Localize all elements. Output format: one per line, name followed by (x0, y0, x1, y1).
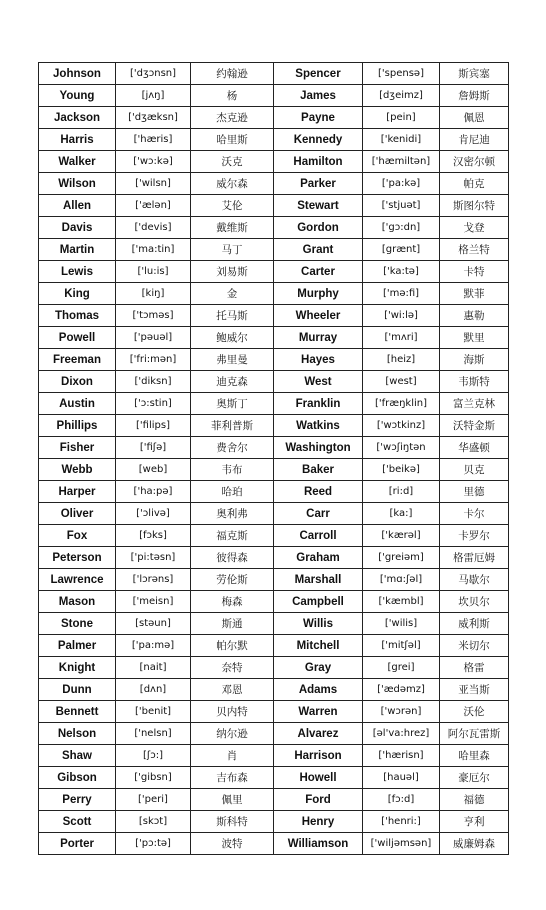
chinese-name-cell: 肖 (191, 745, 274, 767)
table-row (39, 723, 509, 745)
chinese-name-cell: 里德 (440, 481, 509, 503)
chinese-name-cell: 迪克森 (191, 371, 274, 393)
surname-cell: Mitchell (274, 635, 363, 657)
surname-cell: Austin (39, 393, 116, 415)
surname-cell: Martin (39, 239, 116, 261)
table-row (39, 767, 509, 789)
pronunciation-cell: ['nelsn] (116, 723, 191, 745)
surname-cell: Harris (39, 129, 116, 151)
chinese-name-cell: 斯科特 (191, 811, 274, 833)
pronunciation-cell: ['henri:] (363, 811, 440, 833)
pronunciation-cell: [hauəl] (363, 767, 440, 789)
surname-cell: Shaw (39, 745, 116, 767)
chinese-name-cell: 帕克 (440, 173, 509, 195)
surname-cell: Allen (39, 195, 116, 217)
table-row (39, 459, 509, 481)
surname-cell: Ford (274, 789, 363, 811)
pronunciation-cell: ['wilsn] (116, 173, 191, 195)
table-row (39, 63, 509, 85)
chinese-name-cell: 韦斯特 (440, 371, 509, 393)
surname-table (38, 62, 509, 855)
table-row (39, 393, 509, 415)
chinese-name-cell: 哈珀 (191, 481, 274, 503)
surname-cell: Thomas (39, 305, 116, 327)
table-row (39, 327, 509, 349)
surname-cell: Fisher (39, 437, 116, 459)
pronunciation-cell: ['ha:pə] (116, 481, 191, 503)
table-row (39, 217, 509, 239)
surname-cell: Carter (274, 261, 363, 283)
chinese-name-cell: 坎贝尔 (440, 591, 509, 613)
chinese-name-cell: 肯尼迪 (440, 129, 509, 151)
pronunciation-cell: ['dʒæksn] (116, 107, 191, 129)
chinese-name-cell: 卡特 (440, 261, 509, 283)
chinese-name-cell: 哈里森 (440, 745, 509, 767)
chinese-name-cell: 沃伦 (440, 701, 509, 723)
pronunciation-cell: ['ædəmz] (363, 679, 440, 701)
pronunciation-cell: ['mɑ:ʃəl] (363, 569, 440, 591)
pronunciation-cell: ['wɔʃiŋtən (363, 437, 440, 459)
surname-cell: Henry (274, 811, 363, 833)
surname-cell: King (39, 283, 116, 305)
table-row (39, 503, 509, 525)
pronunciation-cell: ['hærisn] (363, 745, 440, 767)
surname-cell: Alvarez (274, 723, 363, 745)
table-row (39, 679, 509, 701)
pronunciation-cell: ['wiljəmsən] (363, 833, 440, 855)
surname-cell: Carroll (274, 525, 363, 547)
surname-cell: Grant (274, 239, 363, 261)
pronunciation-cell: [dʒeimz] (363, 85, 440, 107)
pronunciation-cell: ['ælən] (116, 195, 191, 217)
pronunciation-cell: ['spensə] (363, 63, 440, 85)
surname-cell: Young (39, 85, 116, 107)
table-row (39, 415, 509, 437)
pronunciation-cell: ['ma:tin] (116, 239, 191, 261)
chinese-name-cell: 沃克 (191, 151, 274, 173)
chinese-name-cell: 默里 (440, 327, 509, 349)
table-row (39, 547, 509, 569)
chinese-name-cell: 韦布 (191, 459, 274, 481)
chinese-name-cell: 豪厄尔 (440, 767, 509, 789)
chinese-name-cell: 约翰逊 (191, 63, 274, 85)
table-row (39, 151, 509, 173)
chinese-name-cell: 马歇尔 (440, 569, 509, 591)
pronunciation-cell: ['filips] (116, 415, 191, 437)
pronunciation-cell: ['pɔ:tə] (116, 833, 191, 855)
table-row (39, 811, 509, 833)
pronunciation-cell: ['wɔtkinz] (363, 415, 440, 437)
chinese-name-cell: 刘易斯 (191, 261, 274, 283)
surname-cell: Hamilton (274, 151, 363, 173)
chinese-name-cell: 菲利普斯 (191, 415, 274, 437)
chinese-name-cell: 亚当斯 (440, 679, 509, 701)
pronunciation-cell: ['kæmbl] (363, 591, 440, 613)
surname-cell: Murphy (274, 283, 363, 305)
surname-cell: Peterson (39, 547, 116, 569)
pronunciation-cell: ['greiəm] (363, 547, 440, 569)
chinese-name-cell: 贝内特 (191, 701, 274, 723)
chinese-name-cell: 威尔森 (191, 173, 274, 195)
pronunciation-cell: ['devis] (116, 217, 191, 239)
table-row (39, 657, 509, 679)
pronunciation-cell: ['gibsn] (116, 767, 191, 789)
surname-cell: Nelson (39, 723, 116, 745)
surname-cell: Reed (274, 481, 363, 503)
pronunciation-cell: ['mʌri] (363, 327, 440, 349)
chinese-name-cell: 纳尔逊 (191, 723, 274, 745)
table-row (39, 635, 509, 657)
surname-cell: Hayes (274, 349, 363, 371)
surname-cell: Gordon (274, 217, 363, 239)
pronunciation-cell: [pein] (363, 107, 440, 129)
chinese-name-cell: 汉密尔顿 (440, 151, 509, 173)
surname-cell: Oliver (39, 503, 116, 525)
pronunciation-cell: ['wɔrən] (363, 701, 440, 723)
surname-cell: Phillips (39, 415, 116, 437)
pronunciation-cell: ['stjuət] (363, 195, 440, 217)
pronunciation-cell: [stəun] (116, 613, 191, 635)
table-row (39, 613, 509, 635)
table-row (39, 701, 509, 723)
table-row (39, 525, 509, 547)
surname-cell: Willis (274, 613, 363, 635)
surname-cell: Palmer (39, 635, 116, 657)
table-row (39, 833, 509, 855)
surname-cell: Webb (39, 459, 116, 481)
table-row (39, 569, 509, 591)
chinese-name-cell: 佩里 (191, 789, 274, 811)
chinese-name-cell: 奥斯丁 (191, 393, 274, 415)
pronunciation-cell: ['gɔ:dn] (363, 217, 440, 239)
pronunciation-cell: [fɔ:d] (363, 789, 440, 811)
table-body (39, 63, 509, 855)
table-row (39, 591, 509, 613)
chinese-name-cell: 帕尔默 (191, 635, 274, 657)
surname-cell: Franklin (274, 393, 363, 415)
chinese-name-cell: 戴维斯 (191, 217, 274, 239)
table-row (39, 107, 509, 129)
table-row (39, 481, 509, 503)
surname-cell: Johnson (39, 63, 116, 85)
pronunciation-cell: ['wɔ:kə] (116, 151, 191, 173)
pronunciation-cell: [fɔks] (116, 525, 191, 547)
surname-cell: James (274, 85, 363, 107)
pronunciation-cell: [west] (363, 371, 440, 393)
pronunciation-cell: [kiŋ] (116, 283, 191, 305)
chinese-name-cell: 威利斯 (440, 613, 509, 635)
pronunciation-cell: ['pəuəl] (116, 327, 191, 349)
table-row (39, 85, 509, 107)
pronunciation-cell: ['pi:təsn] (116, 547, 191, 569)
chinese-name-cell: 富兰克林 (440, 393, 509, 415)
pronunciation-cell: ['kærəl] (363, 525, 440, 547)
surname-cell: Davis (39, 217, 116, 239)
surname-cell: Stone (39, 613, 116, 635)
chinese-name-cell: 默菲 (440, 283, 509, 305)
surname-cell: Fox (39, 525, 116, 547)
surname-cell: Bennett (39, 701, 116, 723)
table-row (39, 305, 509, 327)
chinese-name-cell: 邓恩 (191, 679, 274, 701)
pronunciation-cell: ['ka:tə] (363, 261, 440, 283)
surname-cell: Mason (39, 591, 116, 613)
chinese-name-cell: 奥利弗 (191, 503, 274, 525)
surname-cell: Marshall (274, 569, 363, 591)
pronunciation-cell: ['ɔlivə] (116, 503, 191, 525)
pronunciation-cell: ['lɔrəns] (116, 569, 191, 591)
pronunciation-cell: [ka:] (363, 503, 440, 525)
chinese-name-cell: 格兰特 (440, 239, 509, 261)
table-row (39, 283, 509, 305)
table-row (39, 349, 509, 371)
pronunciation-cell: ['hæmiltən] (363, 151, 440, 173)
pronunciation-cell: ['pa:mə] (116, 635, 191, 657)
table-row (39, 239, 509, 261)
surname-cell: Scott (39, 811, 116, 833)
table-row (39, 195, 509, 217)
chinese-name-cell: 卡尔 (440, 503, 509, 525)
surname-cell: Dunn (39, 679, 116, 701)
surname-cell: Lewis (39, 261, 116, 283)
chinese-name-cell: 金 (191, 283, 274, 305)
pronunciation-cell: [dʌn] (116, 679, 191, 701)
surname-cell: Baker (274, 459, 363, 481)
surname-cell: Williamson (274, 833, 363, 855)
chinese-name-cell: 格雷厄姆 (440, 547, 509, 569)
surname-cell: Howell (274, 767, 363, 789)
chinese-name-cell: 福德 (440, 789, 509, 811)
pronunciation-cell: [grænt] (363, 239, 440, 261)
chinese-name-cell: 贝克 (440, 459, 509, 481)
pronunciation-cell: [skɔt] (116, 811, 191, 833)
pronunciation-cell: [jʌŋ] (116, 85, 191, 107)
surname-cell: Freeman (39, 349, 116, 371)
chinese-name-cell: 鲍威尔 (191, 327, 274, 349)
pronunciation-cell: ['ɔ:stin] (116, 393, 191, 415)
table-row (39, 261, 509, 283)
table-row (39, 437, 509, 459)
chinese-name-cell: 斯宾塞 (440, 63, 509, 85)
chinese-name-cell: 杨 (191, 85, 274, 107)
surname-cell: Adams (274, 679, 363, 701)
pronunciation-cell: [nait] (116, 657, 191, 679)
surname-cell: Jackson (39, 107, 116, 129)
chinese-name-cell: 卡罗尔 (440, 525, 509, 547)
surname-cell: Harrison (274, 745, 363, 767)
table-row (39, 371, 509, 393)
pronunciation-cell: [əl'va:hrez] (363, 723, 440, 745)
chinese-name-cell: 斯通 (191, 613, 274, 635)
chinese-name-cell: 奈特 (191, 657, 274, 679)
table-row (39, 129, 509, 151)
chinese-name-cell: 华盛顿 (440, 437, 509, 459)
pronunciation-cell: ['peri] (116, 789, 191, 811)
chinese-name-cell: 沃特金斯 (440, 415, 509, 437)
pronunciation-cell: ['fri:mən] (116, 349, 191, 371)
pronunciation-cell: ['wi:lə] (363, 305, 440, 327)
chinese-name-cell: 彼得森 (191, 547, 274, 569)
pronunciation-cell: ['hæris] (116, 129, 191, 151)
chinese-name-cell: 马丁 (191, 239, 274, 261)
chinese-name-cell: 弗里曼 (191, 349, 274, 371)
chinese-name-cell: 托马斯 (191, 305, 274, 327)
surname-cell: Watkins (274, 415, 363, 437)
pronunciation-cell: ['pa:kə] (363, 173, 440, 195)
chinese-name-cell: 亨利 (440, 811, 509, 833)
chinese-name-cell: 杰克逊 (191, 107, 274, 129)
surname-cell: Warren (274, 701, 363, 723)
chinese-name-cell: 海斯 (440, 349, 509, 371)
pronunciation-cell: ['wilis] (363, 613, 440, 635)
surname-cell: Walker (39, 151, 116, 173)
surname-cell: Gray (274, 657, 363, 679)
pronunciation-cell: ['mə:fi] (363, 283, 440, 305)
chinese-name-cell: 惠勒 (440, 305, 509, 327)
surname-cell: Powell (39, 327, 116, 349)
table-row (39, 173, 509, 195)
pronunciation-cell: ['fiʃə] (116, 437, 191, 459)
pronunciation-cell: [web] (116, 459, 191, 481)
pronunciation-cell: ['kenidi] (363, 129, 440, 151)
surname-cell: Washington (274, 437, 363, 459)
chinese-name-cell: 詹姆斯 (440, 85, 509, 107)
pronunciation-cell: ['meisn] (116, 591, 191, 613)
surname-cell: Graham (274, 547, 363, 569)
chinese-name-cell: 哈里斯 (191, 129, 274, 151)
chinese-name-cell: 斯图尔特 (440, 195, 509, 217)
pronunciation-cell: ['tɔməs] (116, 305, 191, 327)
pronunciation-cell: ['mitʃəl] (363, 635, 440, 657)
chinese-name-cell: 戈登 (440, 217, 509, 239)
pronunciation-cell: ['lu:is] (116, 261, 191, 283)
pronunciation-cell: [grei] (363, 657, 440, 679)
pronunciation-cell: ['fræŋklin] (363, 393, 440, 415)
pronunciation-cell: [ri:d] (363, 481, 440, 503)
surname-cell: Wheeler (274, 305, 363, 327)
surname-cell: Harper (39, 481, 116, 503)
surname-cell: Payne (274, 107, 363, 129)
pronunciation-cell: ['beikə] (363, 459, 440, 481)
table-row (39, 789, 509, 811)
chinese-name-cell: 费舍尔 (191, 437, 274, 459)
pronunciation-cell: [ʃɔ:] (116, 745, 191, 767)
chinese-name-cell: 阿尔瓦雷斯 (440, 723, 509, 745)
chinese-name-cell: 福克斯 (191, 525, 274, 547)
chinese-name-cell: 劳伦斯 (191, 569, 274, 591)
chinese-name-cell: 艾伦 (191, 195, 274, 217)
chinese-name-cell: 米切尔 (440, 635, 509, 657)
table-row (39, 745, 509, 767)
surname-cell: Porter (39, 833, 116, 855)
pronunciation-cell: ['diksn] (116, 371, 191, 393)
surname-cell: Campbell (274, 591, 363, 613)
chinese-name-cell: 格雷 (440, 657, 509, 679)
surname-cell: Knight (39, 657, 116, 679)
surname-cell: Spencer (274, 63, 363, 85)
surname-cell: Carr (274, 503, 363, 525)
surname-cell: Wilson (39, 173, 116, 195)
surname-cell: Lawrence (39, 569, 116, 591)
chinese-name-cell: 波特 (191, 833, 274, 855)
surname-cell: Perry (39, 789, 116, 811)
surname-cell: Kennedy (274, 129, 363, 151)
surname-cell: Parker (274, 173, 363, 195)
chinese-name-cell: 威廉姆森 (440, 833, 509, 855)
surname-cell: Gibson (39, 767, 116, 789)
chinese-name-cell: 梅森 (191, 591, 274, 613)
surname-cell: Murray (274, 327, 363, 349)
pronunciation-cell: [heiz] (363, 349, 440, 371)
pronunciation-cell: ['dʒɔnsn] (116, 63, 191, 85)
pronunciation-cell: ['benit] (116, 701, 191, 723)
chinese-name-cell: 吉布森 (191, 767, 274, 789)
surname-cell: Stewart (274, 195, 363, 217)
surname-cell: Dixon (39, 371, 116, 393)
chinese-name-cell: 佩恩 (440, 107, 509, 129)
surname-cell: West (274, 371, 363, 393)
